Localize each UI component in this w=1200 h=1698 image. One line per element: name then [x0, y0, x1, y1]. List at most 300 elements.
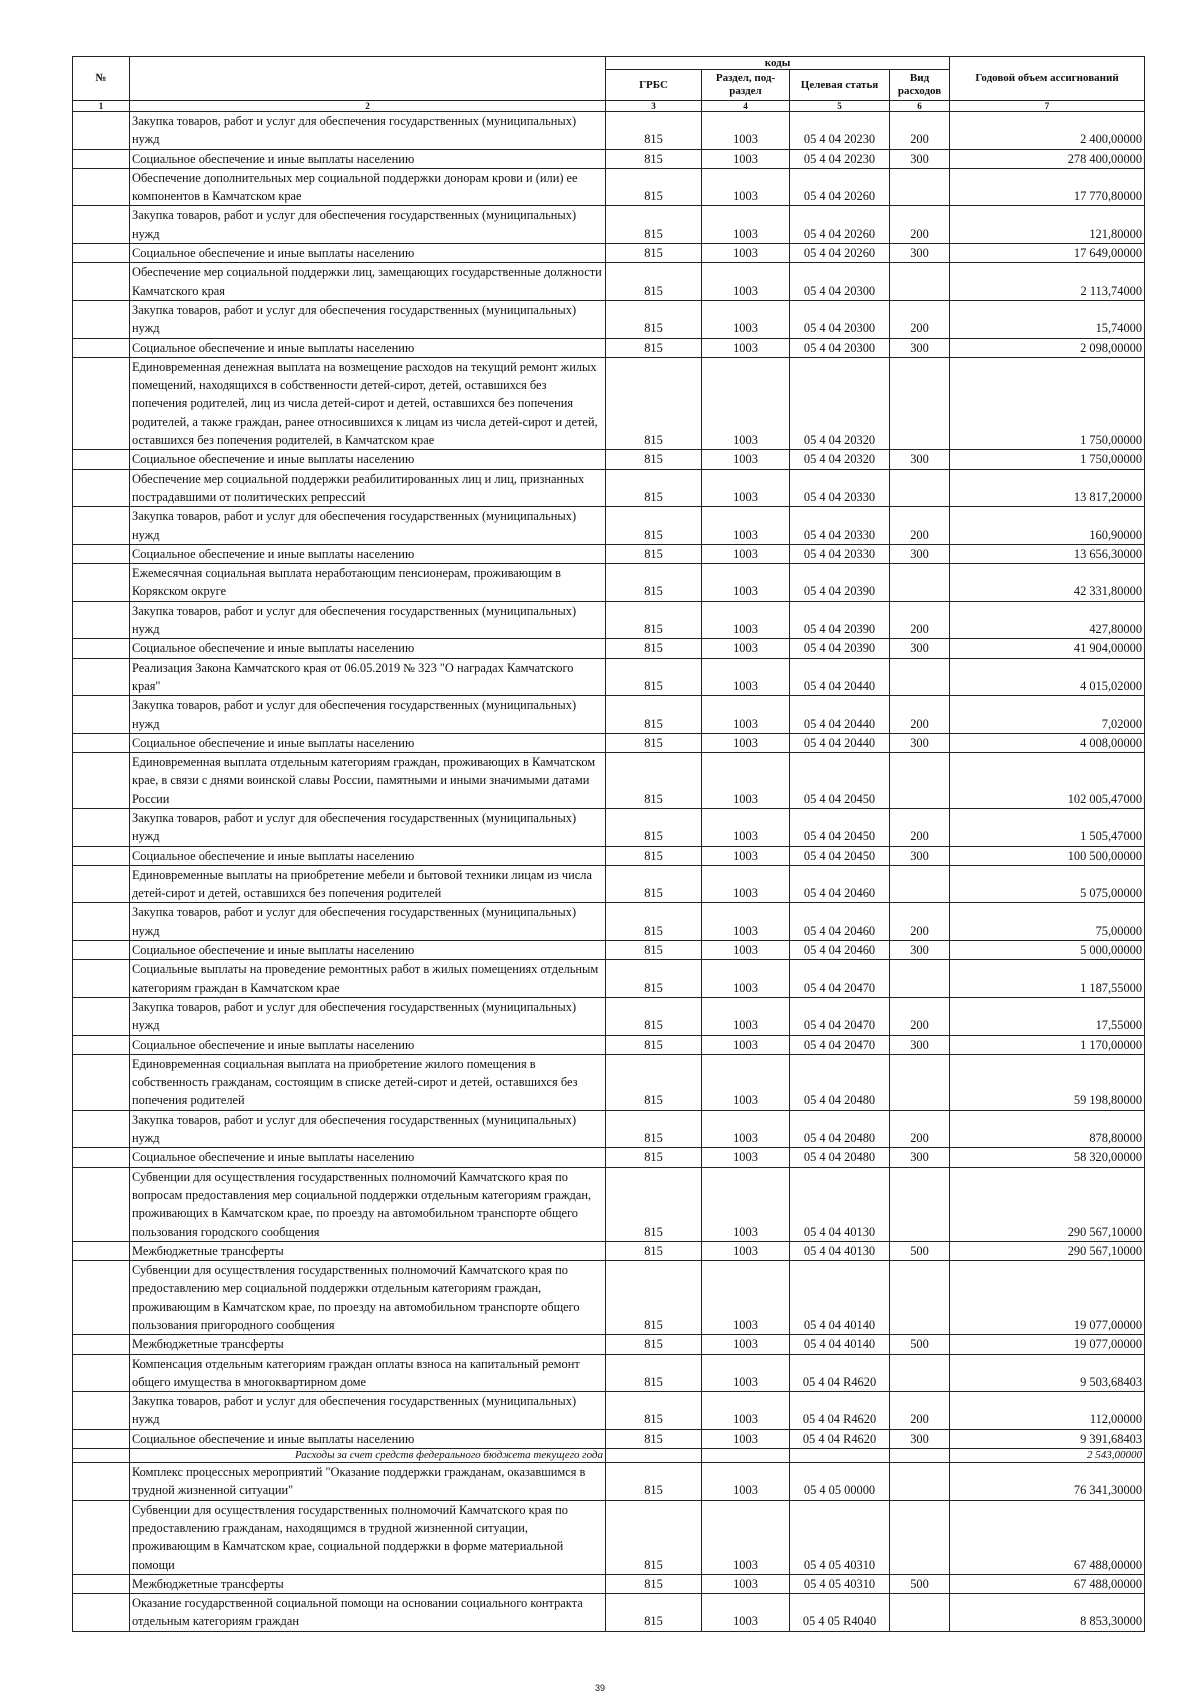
cell-expense-type: [890, 658, 950, 696]
cell-razdel: 1003: [702, 753, 790, 809]
table-row: [73, 1354, 1145, 1392]
cell-razdel: 1003: [702, 997, 790, 1035]
table-row: [73, 1463, 1145, 1501]
cell-annual-volume: 19 077,00000: [950, 1261, 1145, 1335]
cell-grbs: 815: [606, 357, 702, 449]
cell-annual-volume: 15,74000: [950, 300, 1145, 338]
cell-annual-volume: 8 853,30000: [950, 1594, 1145, 1632]
cell-num: [73, 733, 130, 752]
cell-num: [73, 601, 130, 639]
cell-razdel: 1003: [702, 544, 790, 563]
cell-num: [73, 469, 130, 507]
table-row: [73, 1148, 1145, 1167]
cell-grbs: 815: [606, 1261, 702, 1335]
cell-razdel: 1003: [702, 1054, 790, 1110]
cell-razdel: 1003: [702, 846, 790, 865]
cell-name: Единовременные выплаты на приобретение мебели и бытовой техники лицам из числа детей-сирот и детей, оставшихся без попечения родителей: [130, 865, 606, 903]
cell-target-article: 05 4 04 40130: [790, 1167, 890, 1241]
cell-expense-type: 300: [890, 1429, 950, 1448]
table-row: [73, 564, 1145, 602]
cell-annual-volume: 278 400,00000: [950, 149, 1145, 168]
cell-expense-type: [890, 1500, 950, 1574]
cell-razdel: 1003: [702, 696, 790, 734]
cell-grbs: 815: [606, 450, 702, 469]
cell-target-article: 05 4 04 20440: [790, 696, 890, 734]
table-row: [73, 941, 1145, 960]
cell-annual-volume: 1 505,47000: [950, 808, 1145, 846]
cell-num: [73, 1392, 130, 1430]
cell-name: Социальное обеспечение и иные выплаты населению: [130, 733, 606, 752]
table-row: [73, 1594, 1145, 1632]
cell-num: [73, 1148, 130, 1167]
cell-annual-volume: 17 649,00000: [950, 244, 1145, 263]
table-row: [73, 658, 1145, 696]
cell-name: Обеспечение дополнительных мер социальной поддержки донорам крови и (или) ее компонентов в Камчатском крае: [130, 168, 606, 206]
column-index: 5: [790, 101, 890, 112]
cell-target-article: [790, 1449, 890, 1463]
cell-expense-type: 200: [890, 808, 950, 846]
cell-expense-type: [890, 564, 950, 602]
cell-annual-volume: 1 750,00000: [950, 357, 1145, 449]
cell-target-article: 05 4 04 40140: [790, 1335, 890, 1354]
cell-num: [73, 865, 130, 903]
cell-num: [73, 808, 130, 846]
cell-annual-volume: 1 170,00000: [950, 1035, 1145, 1054]
cell-grbs: 815: [606, 300, 702, 338]
cell-grbs: 815: [606, 1500, 702, 1574]
cell-annual-volume: 17 770,80000: [950, 168, 1145, 206]
cell-annual-volume: 4 008,00000: [950, 733, 1145, 752]
cell-target-article: 05 4 05 40310: [790, 1574, 890, 1593]
header-name: [130, 57, 606, 101]
cell-num: [73, 263, 130, 301]
cell-razdel: 1003: [702, 733, 790, 752]
cell-grbs: 815: [606, 1241, 702, 1260]
cell-target-article: 05 4 04 R4620: [790, 1354, 890, 1392]
cell-num: [73, 1054, 130, 1110]
cell-annual-volume: 13 817,20000: [950, 469, 1145, 507]
cell-razdel: 1003: [702, 1594, 790, 1632]
table-row: [73, 808, 1145, 846]
cell-annual-volume: 5 075,00000: [950, 865, 1145, 903]
cell-num: [73, 753, 130, 809]
cell-grbs: 815: [606, 1392, 702, 1430]
column-index-row: [73, 101, 1145, 112]
cell-razdel: 1003: [702, 357, 790, 449]
cell-num: [73, 244, 130, 263]
cell-razdel: 1003: [702, 507, 790, 545]
table-row: [73, 639, 1145, 658]
table-row: [73, 544, 1145, 563]
cell-grbs: 815: [606, 960, 702, 998]
cell-razdel: 1003: [702, 941, 790, 960]
cell-grbs: 815: [606, 544, 702, 563]
header-target-article: Целевая статья: [790, 70, 890, 101]
cell-expense-type: [890, 357, 950, 449]
table-row: [73, 733, 1145, 752]
column-index: 3: [606, 101, 702, 112]
table-row: [73, 206, 1145, 244]
table-row: [73, 1574, 1145, 1593]
cell-annual-volume: 427,80000: [950, 601, 1145, 639]
cell-num: [73, 1035, 130, 1054]
table-row: [73, 149, 1145, 168]
cell-target-article: 05 4 04 20300: [790, 300, 890, 338]
cell-num: [73, 450, 130, 469]
cell-annual-volume: 7,02000: [950, 696, 1145, 734]
cell-grbs: 815: [606, 564, 702, 602]
cell-num: [73, 168, 130, 206]
table-row: [73, 865, 1145, 903]
cell-target-article: 05 4 04 20460: [790, 941, 890, 960]
cell-name: Закупка товаров, работ и услуг для обеспечения государственных (муниципальных) нужд: [130, 903, 606, 941]
cell-expense-type: 300: [890, 1148, 950, 1167]
cell-expense-type: 200: [890, 696, 950, 734]
cell-name: Единовременная денежная выплата на возмещение расходов на текущий ремонт жилых помещений, находящихся в собственности детей-сирот, детей, оставшихся без попечения родителей, лиц из числа детей-сирот и детей, оставшихся без попечения родителей, а также граждан, ранее относившихся к лицам из числа детей-сирот и детей, оставшихся без попечения родителей, в Камчатском крае: [130, 357, 606, 449]
table-row: [73, 168, 1145, 206]
cell-name: Закупка товаров, работ и услуг для обеспечения государственных (муниципальных) нужд: [130, 696, 606, 734]
table-row: [73, 1429, 1145, 1448]
cell-target-article: 05 4 04 20450: [790, 846, 890, 865]
cell-target-article: 05 4 04 40130: [790, 1241, 890, 1260]
cell-target-article: 05 4 04 20390: [790, 564, 890, 602]
cell-expense-type: 500: [890, 1241, 950, 1260]
table-row: [73, 997, 1145, 1035]
table-row: [73, 846, 1145, 865]
cell-name: Ежемесячная социальная выплата неработающим пенсионерам, проживающим в Корякском округе: [130, 564, 606, 602]
cell-target-article: 05 4 04 20470: [790, 997, 890, 1035]
cell-razdel: 1003: [702, 903, 790, 941]
cell-name: Единовременная выплата отдельным категориям граждан, проживающих в Камчатском крае, в связи с днями воинской славы России, памятными и иными значимыми датами России: [130, 753, 606, 809]
column-index: 1: [73, 101, 130, 112]
cell-expense-type: 200: [890, 206, 950, 244]
cell-grbs: 815: [606, 997, 702, 1035]
cell-target-article: 05 4 04 20450: [790, 753, 890, 809]
cell-grbs: 815: [606, 1035, 702, 1054]
cell-target-article: 05 4 05 00000: [790, 1463, 890, 1501]
cell-razdel: 1003: [702, 960, 790, 998]
cell-razdel: 1003: [702, 1110, 790, 1148]
cell-grbs: 815: [606, 865, 702, 903]
cell-expense-type: 200: [890, 300, 950, 338]
cell-annual-volume: 67 488,00000: [950, 1574, 1145, 1593]
table-row: [73, 357, 1145, 449]
cell-expense-type: 300: [890, 941, 950, 960]
cell-razdel: 1003: [702, 1392, 790, 1430]
cell-razdel: 1003: [702, 658, 790, 696]
cell-target-article: 05 4 04 20460: [790, 865, 890, 903]
cell-name: Оказание государственной социальной помощи на основании социального контракта отдельным категориям граждан: [130, 1594, 606, 1632]
cell-num: [73, 639, 130, 658]
cell-num: [73, 149, 130, 168]
cell-razdel: 1003: [702, 338, 790, 357]
cell-name: Социальные выплаты на проведение ремонтных работ в жилых помещениях отдельным категориям граждан в Камчатском крае: [130, 960, 606, 998]
cell-name: Расходы за счет средств федерального бюджета текущего года: [130, 1449, 606, 1463]
cell-expense-type: [890, 263, 950, 301]
table-row: [73, 601, 1145, 639]
cell-razdel: 1003: [702, 601, 790, 639]
cell-expense-type: 500: [890, 1574, 950, 1593]
cell-target-article: 05 4 04 20390: [790, 639, 890, 658]
cell-annual-volume: 42 331,80000: [950, 564, 1145, 602]
cell-annual-volume: 112,00000: [950, 1392, 1145, 1430]
cell-name: Социальное обеспечение и иные выплаты населению: [130, 846, 606, 865]
column-index: 2: [130, 101, 606, 112]
cell-num: [73, 507, 130, 545]
cell-target-article: 05 4 04 20260: [790, 244, 890, 263]
cell-expense-type: 300: [890, 544, 950, 563]
header-razdel: Раздел, под-раздел: [702, 70, 790, 101]
cell-grbs: 815: [606, 469, 702, 507]
cell-grbs: 815: [606, 903, 702, 941]
cell-target-article: 05 4 04 20440: [790, 658, 890, 696]
cell-target-article: 05 4 04 40140: [790, 1261, 890, 1335]
cell-annual-volume: 290 567,10000: [950, 1167, 1145, 1241]
cell-grbs: 815: [606, 808, 702, 846]
cell-razdel: 1003: [702, 244, 790, 263]
cell-name: Обеспечение мер социальной поддержки реабилитированных лиц и лиц, признанных пострадавшими от политических репрессий: [130, 469, 606, 507]
cell-grbs: 815: [606, 1594, 702, 1632]
cell-annual-volume: 1 750,00000: [950, 450, 1145, 469]
cell-annual-volume: 9 503,68403: [950, 1354, 1145, 1392]
cell-target-article: 05 4 04 20450: [790, 808, 890, 846]
header-num: №: [73, 57, 130, 101]
cell-target-article: 05 4 05 40310: [790, 1500, 890, 1574]
table-row: [73, 244, 1145, 263]
cell-annual-volume: 100 500,00000: [950, 846, 1145, 865]
cell-expense-type: 300: [890, 846, 950, 865]
budget-table: [72, 56, 1145, 1632]
cell-num: [73, 338, 130, 357]
cell-razdel: 1003: [702, 112, 790, 150]
cell-razdel: 1003: [702, 1241, 790, 1260]
cell-name: Компенсация отдельным категориям граждан оплаты взноса на капитальный ремонт общего имущества в многоквартирном доме: [130, 1354, 606, 1392]
cell-expense-type: [890, 1594, 950, 1632]
cell-expense-type: 200: [890, 997, 950, 1035]
cell-num: [73, 357, 130, 449]
cell-expense-type: 200: [890, 112, 950, 150]
cell-razdel: 1003: [702, 808, 790, 846]
cell-num: [73, 903, 130, 941]
cell-expense-type: 200: [890, 601, 950, 639]
cell-target-article: 05 4 04 20440: [790, 733, 890, 752]
cell-expense-type: [890, 1463, 950, 1501]
cell-name: Социальное обеспечение и иные выплаты населению: [130, 1148, 606, 1167]
cell-num: [73, 206, 130, 244]
table-row: [73, 112, 1145, 150]
cell-target-article: 05 4 04 20260: [790, 168, 890, 206]
cell-grbs: 815: [606, 1335, 702, 1354]
cell-name: Социальное обеспечение и иные выплаты населению: [130, 244, 606, 263]
cell-expense-type: 200: [890, 1110, 950, 1148]
cell-grbs: 815: [606, 846, 702, 865]
cell-target-article: 05 4 04 20260: [790, 206, 890, 244]
cell-expense-type: [890, 1054, 950, 1110]
cell-expense-type: 200: [890, 903, 950, 941]
cell-expense-type: [890, 865, 950, 903]
cell-target-article: 05 4 04 R4620: [790, 1429, 890, 1448]
cell-expense-type: 300: [890, 450, 950, 469]
cell-target-article: 05 4 04 20330: [790, 507, 890, 545]
cell-razdel: 1003: [702, 450, 790, 469]
cell-expense-type: 300: [890, 639, 950, 658]
cell-annual-volume: 290 567,10000: [950, 1241, 1145, 1260]
column-index: 7: [950, 101, 1145, 112]
cell-annual-volume: 17,55000: [950, 997, 1145, 1035]
column-index: 4: [702, 101, 790, 112]
cell-annual-volume: 2 113,74000: [950, 263, 1145, 301]
cell-razdel: 1003: [702, 1463, 790, 1501]
table-row: [73, 696, 1145, 734]
table-row: [73, 1449, 1145, 1463]
cell-annual-volume: 19 077,00000: [950, 1335, 1145, 1354]
cell-name: Социальное обеспечение и иные выплаты населению: [130, 149, 606, 168]
cell-num: [73, 941, 130, 960]
table-row: [73, 1241, 1145, 1260]
cell-grbs: 815: [606, 507, 702, 545]
cell-target-article: 05 4 05 R4040: [790, 1594, 890, 1632]
cell-razdel: 1003: [702, 1335, 790, 1354]
cell-target-article: 05 4 04 20320: [790, 357, 890, 449]
cell-target-article: 05 4 04 20480: [790, 1148, 890, 1167]
cell-name: Закупка товаров, работ и услуг для обеспечения государственных (муниципальных) нужд: [130, 1392, 606, 1430]
cell-target-article: 05 4 04 20470: [790, 960, 890, 998]
cell-name: Закупка товаров, работ и услуг для обеспечения государственных (муниципальных) нужд: [130, 300, 606, 338]
cell-target-article: 05 4 04 20300: [790, 338, 890, 357]
cell-razdel: 1003: [702, 865, 790, 903]
cell-grbs: 815: [606, 149, 702, 168]
cell-annual-volume: 102 005,47000: [950, 753, 1145, 809]
cell-target-article: 05 4 04 20300: [790, 263, 890, 301]
cell-num: [73, 658, 130, 696]
cell-num: [73, 300, 130, 338]
cell-name: Закупка товаров, работ и услуг для обеспечения государственных (муниципальных) нужд: [130, 112, 606, 150]
column-index: 6: [890, 101, 950, 112]
cell-num: [73, 1574, 130, 1593]
cell-razdel: 1003: [702, 1261, 790, 1335]
table-row: [73, 1261, 1145, 1335]
table-row: [73, 903, 1145, 941]
cell-num: [73, 1261, 130, 1335]
cell-target-article: 05 4 04 20460: [790, 903, 890, 941]
cell-annual-volume: 76 341,30000: [950, 1463, 1145, 1501]
cell-grbs: 815: [606, 658, 702, 696]
cell-grbs: 815: [606, 112, 702, 150]
cell-annual-volume: 13 656,30000: [950, 544, 1145, 563]
cell-annual-volume: 67 488,00000: [950, 1500, 1145, 1574]
cell-name: Закупка товаров, работ и услуг для обеспечения государственных (муниципальных) нужд: [130, 507, 606, 545]
cell-target-article: 05 4 04 20470: [790, 1035, 890, 1054]
cell-target-article: 05 4 04 20230: [790, 112, 890, 150]
cell-name: Комплекс процессных мероприятий "Оказание поддержки гражданам, оказавшимся в трудной жизненной ситуации": [130, 1463, 606, 1501]
cell-razdel: 1003: [702, 1167, 790, 1241]
cell-num: [73, 1335, 130, 1354]
table-row: [73, 1500, 1145, 1574]
cell-annual-volume: 41 904,00000: [950, 639, 1145, 658]
cell-expense-type: 200: [890, 507, 950, 545]
cell-razdel: 1003: [702, 149, 790, 168]
cell-razdel: 1003: [702, 469, 790, 507]
cell-annual-volume: 5 000,00000: [950, 941, 1145, 960]
cell-razdel: 1003: [702, 639, 790, 658]
cell-grbs: 815: [606, 338, 702, 357]
cell-name: Социальное обеспечение и иные выплаты населению: [130, 450, 606, 469]
cell-num: [73, 1500, 130, 1574]
cell-annual-volume: 1 187,55000: [950, 960, 1145, 998]
cell-expense-type: [890, 1449, 950, 1463]
cell-name: Закупка товаров, работ и услуг для обеспечения государственных (муниципальных) нужд: [130, 808, 606, 846]
cell-name: Закупка товаров, работ и услуг для обеспечения государственных (муниципальных) нужд: [130, 206, 606, 244]
cell-grbs: 815: [606, 753, 702, 809]
cell-razdel: 1003: [702, 168, 790, 206]
table-row: [73, 1392, 1145, 1430]
cell-grbs: 815: [606, 1429, 702, 1448]
cell-razdel: 1003: [702, 206, 790, 244]
cell-num: [73, 1354, 130, 1392]
cell-target-article: 05 4 04 20320: [790, 450, 890, 469]
header-expense-type: Вид расходов: [890, 70, 950, 101]
cell-name: Обеспечение мер социальной поддержки лиц, замещающих государственные должности Камчатского края: [130, 263, 606, 301]
cell-razdel: 1003: [702, 1354, 790, 1392]
cell-name: Социальное обеспечение и иные выплаты населению: [130, 338, 606, 357]
cell-name: Межбюджетные трансферты: [130, 1335, 606, 1354]
cell-grbs: [606, 1449, 702, 1463]
cell-name: Межбюджетные трансферты: [130, 1574, 606, 1593]
header-grbs: ГРБС: [606, 70, 702, 101]
cell-num: [73, 1463, 130, 1501]
cell-annual-volume: 58 320,00000: [950, 1148, 1145, 1167]
cell-expense-type: [890, 1261, 950, 1335]
cell-num: [73, 846, 130, 865]
cell-annual-volume: 160,90000: [950, 507, 1145, 545]
cell-num: [73, 1241, 130, 1260]
cell-razdel: 1003: [702, 1500, 790, 1574]
cell-expense-type: 300: [890, 244, 950, 263]
cell-grbs: 815: [606, 696, 702, 734]
cell-grbs: 815: [606, 601, 702, 639]
cell-grbs: 815: [606, 1167, 702, 1241]
table-row: [73, 263, 1145, 301]
cell-target-article: 05 4 04 20330: [790, 544, 890, 563]
cell-num: [73, 1429, 130, 1448]
cell-expense-type: 300: [890, 1035, 950, 1054]
table-row: [73, 507, 1145, 545]
cell-grbs: 815: [606, 1354, 702, 1392]
table-body: [73, 112, 1145, 1632]
cell-razdel: 1003: [702, 1429, 790, 1448]
page-number: 39: [594, 1683, 605, 1693]
cell-grbs: 815: [606, 263, 702, 301]
cell-razdel: 1003: [702, 1148, 790, 1167]
cell-expense-type: [890, 960, 950, 998]
table-row: [73, 338, 1145, 357]
cell-grbs: 815: [606, 639, 702, 658]
table-row: [73, 450, 1145, 469]
cell-num: [73, 696, 130, 734]
cell-name: Субвенции для осуществления государственных полномочий Камчатского края по предоставлению мер социальной поддержки отдельным категориям граждан, проживающим в Камчатском крае, по проезду на автомобильном транспорте общего пользования пригородного сообщения: [130, 1261, 606, 1335]
cell-annual-volume: 9 391,68403: [950, 1429, 1145, 1448]
cell-name: Социальное обеспечение и иные выплаты населению: [130, 639, 606, 658]
table-row: [73, 753, 1145, 809]
cell-name: Субвенции для осуществления государственных полномочий Камчатского края по предоставлению гражданам, находящимся в трудной жизненной ситуации, проживающим в Камчатском крае, социальной поддержки в форме материальной помощи: [130, 1500, 606, 1574]
cell-grbs: 815: [606, 1110, 702, 1148]
cell-name: Реализация Закона Камчатского края от 06.05.2019 № 323 "О наградах Камчатского края": [130, 658, 606, 696]
cell-annual-volume: 2 543,00000: [950, 1449, 1145, 1463]
cell-num: [73, 960, 130, 998]
cell-grbs: 815: [606, 1054, 702, 1110]
cell-annual-volume: 4 015,02000: [950, 658, 1145, 696]
cell-expense-type: 300: [890, 149, 950, 168]
